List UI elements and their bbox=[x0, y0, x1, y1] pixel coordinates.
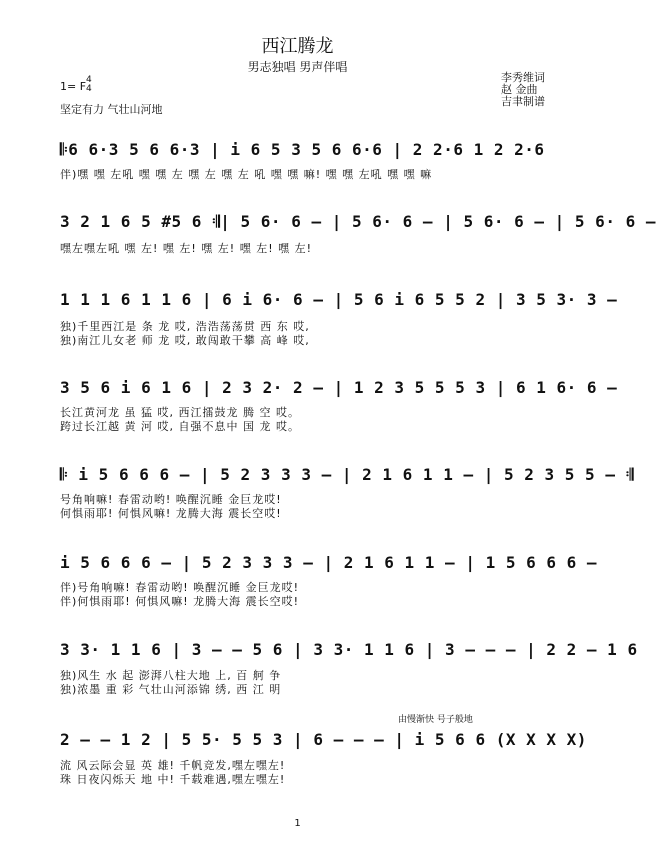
song-title: 西江腾龙 bbox=[261, 36, 334, 57]
time-sig-top: 4 bbox=[86, 75, 92, 85]
notation-line-3: 1 1 1 6 1 1 6 | 6 i 6· 6 — | 5 6 i 6 5 5 2 | 3 5 3· 3 — bbox=[60, 290, 618, 309]
time-sig-bottom: 4 bbox=[86, 84, 92, 94]
lyric-line-5a: 号角响嘛! 春雷动哟! 唤醒沉睡 金巨龙哎! bbox=[60, 493, 282, 506]
notation-line-8: 2 — — 1 2 | 5 5· 5 5 3 | 6 — — — | i 5 6 6 (X X X X) bbox=[60, 730, 587, 749]
lyric-line-8a: 流 风云际会显 英 雄! 千帆竞发,嘿左嘿左! bbox=[60, 759, 286, 772]
lyric-line-3b: 独)南江儿女老 师 龙 哎, 敢闯敢干攀 高 峰 哎, bbox=[60, 334, 310, 347]
notation-line-2: 3 2 1 6 5 #5 6 𝄇| 5 6· 6 — | 5 6· 6 — | 5 6· 6 — | 5 6· 6 — bbox=[60, 212, 656, 231]
lyric-line-7b: 独)浓墨 重 彩 气壮山河添锦 绣, 西 江 明 bbox=[60, 683, 282, 696]
page-number: 1 bbox=[294, 818, 301, 829]
lyric-line-2a: 嘿左嘿左吼 嘿 左! 嘿 左! 嘿 左! 嘿 左! 嘿 左! bbox=[60, 242, 313, 255]
lyric-line-5b: 何惧雨耶! 何惧风嘛! 龙腾大海 震长空哎! bbox=[60, 507, 282, 520]
notation-line-4: 3 5 6 i 6 1 6 | 2 3 2· 2 — | 1 2 3 5 5 5 3 | 6 1 6· 6 — bbox=[60, 378, 618, 397]
lyric-line-3a: 独)千里西江是 条 龙 哎, 浩浩荡荡贯 西 东 哎, bbox=[60, 320, 310, 333]
lyric-line-4b: 跨过长江越 黄 河 哎, 自强不息中 国 龙 哎。 bbox=[60, 420, 300, 433]
notation-line-7: 3 3· 1 1 6 | 3 — — 5 6 | 3 3· 1 1 6 | 3 — — — | 2 2 — 1 6 bbox=[60, 640, 638, 659]
lyricist: 李秀维词 bbox=[501, 71, 545, 84]
credits bbox=[501, 72, 545, 108]
key-signature: 1= F bbox=[60, 80, 87, 93]
composer: 赵 金曲 bbox=[501, 83, 538, 96]
tempo-hint: 由慢渐快 号子般地 bbox=[398, 715, 473, 725]
lyric-line-7a: 独)风生 水 起 澎湃八柱大地 上, 百 舸 争 bbox=[60, 669, 282, 682]
song-subtitle: 男志独唱 男声伴唱 bbox=[247, 60, 348, 74]
notation-line-6: i 5 6 6 6 — | 5 2 3 3 3 — | 2 1 6 1 1 — | 1 5 6 6 6 — bbox=[60, 553, 598, 572]
notation-line-5: 𝄆 i 5 6 6 6 — | 5 2 3 3 3 — | 2 1 6 1 1 — | 5 2 3 5 5 — 𝄇 bbox=[60, 465, 634, 484]
lyric-line-6b: 伴)何惧雨耶! 何惧风嘛! 龙腾大海 震长空哎! bbox=[60, 595, 300, 608]
lyric-line-6a: 伴)号角响嘛! 春雷动哟! 唤醒沉睡 金巨龙哎! bbox=[60, 581, 300, 594]
time-signature bbox=[86, 76, 92, 94]
lyric-line-1a: 伴)嘿 嘿 左吼 嘿 嘿 左 嘿 左 嘿 左 吼 嘿 嘿 嘛! 嘿 嘿 左吼 嘿 嘿 嘛 bbox=[60, 168, 433, 181]
engraver: 吉聿制谱 bbox=[501, 95, 545, 108]
lyric-line-4a: 长江黄河龙 虽 猛 哎, 西江擂鼓龙 腾 空 哎。 bbox=[60, 406, 300, 419]
lyric-line-8b: 珠 日夜闪烁天 地 中! 千载难遇,嘿左嘿左! bbox=[60, 773, 286, 786]
tempo-marking: 坚定有力 气壮山河地 bbox=[60, 103, 163, 116]
notation-line-1: 𝄆6 6·3 5 6 6·3 | i 6 5 3 5 6 6·6 | 2 2·6 1 2 2·6 bbox=[60, 140, 545, 159]
